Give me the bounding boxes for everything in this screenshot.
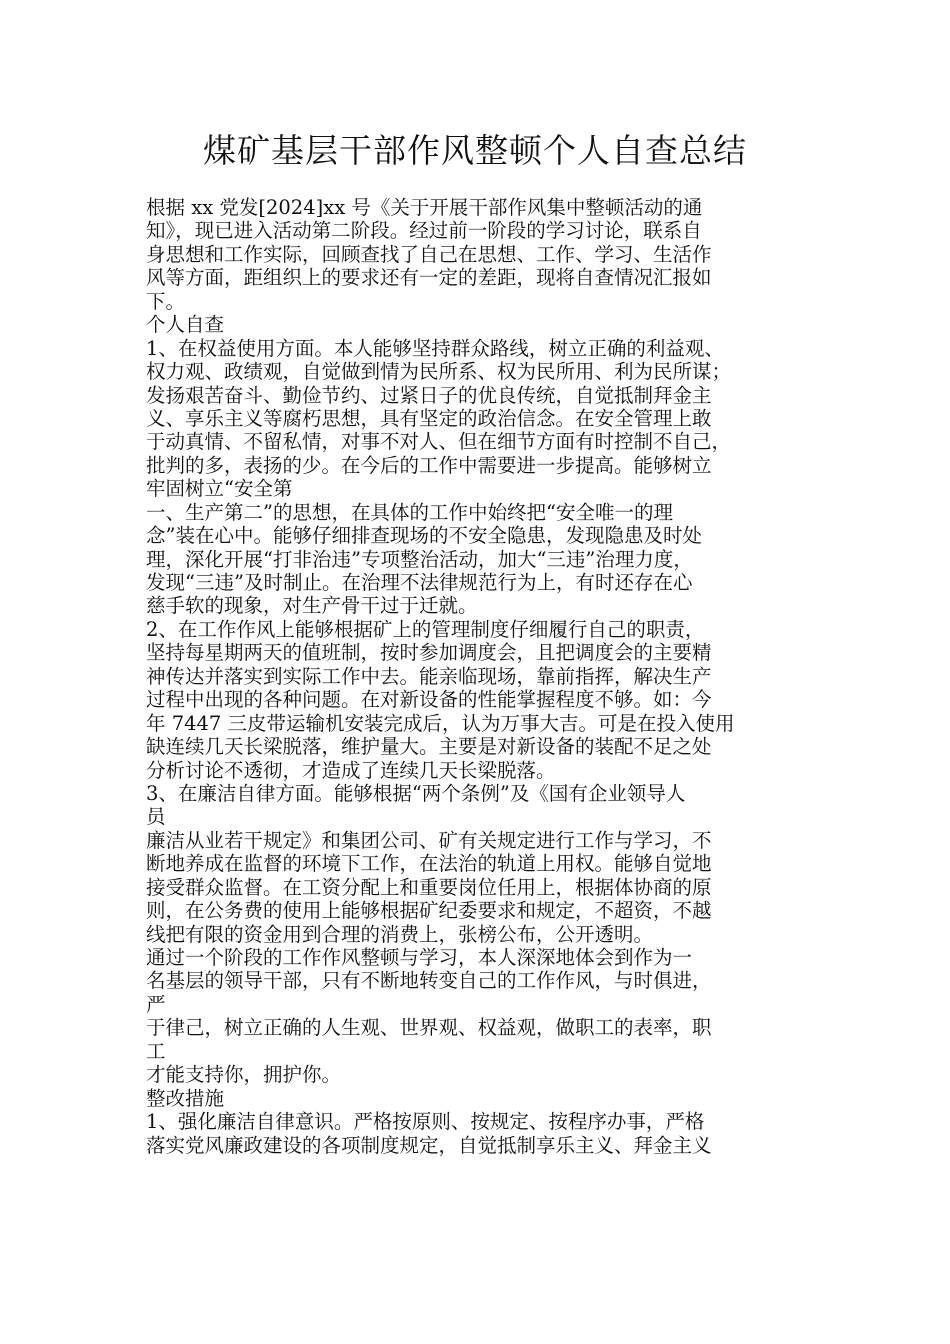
document-body — [146, 196, 826, 1157]
body-line: 落实党风廉政建设的各项制度规定，自觉抵制享乐主义、拜金主义 — [146, 1133, 712, 1157]
body-line: 工 — [146, 1039, 166, 1063]
body-line: 个人自查 — [146, 313, 225, 337]
body-line: 通过一个阶段的工作作风整顿与学习，本人深深地体会到作为一 — [146, 946, 693, 969]
body-line: 廉洁从业若干规定》和集团公司、矿有关规定进行工作与学习，不 — [146, 828, 712, 852]
body-line: 1、在权益使用方面。本人能够坚持群众路线，树立正确的利益观、 — [146, 336, 724, 360]
document-title: 煤矿基层干部作风整顿个人自查总结 — [203, 131, 747, 170]
body-line: 义、享乐主义等腐朽思想，具有坚定的政治信念。在安全管理上敢 — [146, 406, 712, 430]
body-line: 根据 xx 党发[2024]xx 号《关于开展干部作风集中整顿活动的通 — [146, 196, 703, 219]
body-line: 线把有限的资金用到合理的消费上，张榜公布，公开透明。 — [146, 922, 654, 946]
body-line: 身思想和工作实际，回顾查找了自己在思想、工作、学习、生活作 — [146, 242, 712, 266]
body-line: 发现“三违”及时制止。在治理不法律规范行为上，有时还存在心 — [146, 571, 693, 594]
body-line: 分析讨论不透彻，才造成了连续几天长梁脱落。 — [146, 758, 556, 782]
body-line: 2、在工作作风上能够根据矿上的管理制度仔细履行自己的职责， — [146, 617, 705, 641]
body-line: 慈手软的现象，对生产骨干过于迁就。 — [146, 594, 478, 618]
body-line: 一、生产第二”的思想，在具体的工作中始终把“安全唯一的理 — [146, 500, 673, 524]
body-line: 名基层的领导干部，只有不断地转变自己的工作作风，与时俱进， — [146, 969, 712, 993]
body-line: 则，在公务费的使用上能够根据矿纪委要求和规定，不超资，不越 — [146, 899, 712, 923]
body-line: 1、强化廉洁自律意识。严格按原则、按规定、按程序办事，严格 — [146, 1110, 705, 1134]
body-line: 缺连续几天长梁脱落，维护量大。主要是对新设备的装配不足之处 — [146, 735, 712, 759]
body-line: 年 7447 三皮带运输机安装完成后，认为万事大吉。可是在投入使用 — [146, 711, 735, 735]
body-line: 权力观、政绩观，自觉做到情为民所系、权为民所用、利为民所谋； — [146, 360, 732, 384]
body-line: 接受群众监督。在工资分配上和重要岗位任用上，根据体协商的原 — [146, 875, 712, 899]
body-line: 发扬艰苦奋斗、勤俭节约、过紧日子的优良传统，自觉抵制拜金主 — [146, 383, 712, 407]
body-line: 员 — [146, 805, 166, 829]
body-line: 神传达并落实到实际工作中去。能亲临现场，靠前指挥，解决生产 — [146, 664, 712, 688]
body-line: 于律己，树立正确的人生观、世界观、权益观，做职工的表率，职 — [146, 1016, 712, 1040]
body-line: 过程中出现的各种问题。在对新设备的性能掌握程度不够。如：今 — [146, 688, 712, 712]
body-line: 断地养成在监督的环境下工作，在法治的轨道上用权。能够自觉地 — [146, 852, 712, 876]
body-line: 知》，现已进入活动第二阶段。经过前一阶段的学习讨论，联系自 — [146, 219, 702, 243]
body-line: 3、在廉洁自律方面。能够根据“两个条例”及《国有企业领导人 — [146, 781, 686, 805]
body-line: 下。 — [146, 289, 186, 313]
body-line: 理，深化开展“打非治违”专项整治活动，加大“三违”治理力度， — [146, 547, 693, 571]
body-line: 风等方面，距组织上的要求还有一定的差距，现将自查情况汇报如 — [146, 266, 712, 290]
body-line: 坚持每星期两天的值班制，按时参加调度会，且把调度会的主要精 — [146, 641, 712, 665]
body-line: 严 — [146, 992, 166, 1016]
body-line: 于动真情、不留私情，对事不对人、但在细节方面有时控制不自己， — [146, 430, 732, 454]
body-line: 整改措施 — [146, 1086, 225, 1110]
body-line: 牢固树立“安全第 — [146, 477, 293, 501]
body-line: 念”装在心中。能够仔细排查现场的不安全隐患，发现隐患及时处 — [146, 524, 702, 548]
body-line: 批判的多，表扬的少。在今后的工作中需要进一步提高。能够树立 — [146, 453, 712, 477]
body-line: 才能支持你，拥护你。 — [146, 1063, 342, 1087]
